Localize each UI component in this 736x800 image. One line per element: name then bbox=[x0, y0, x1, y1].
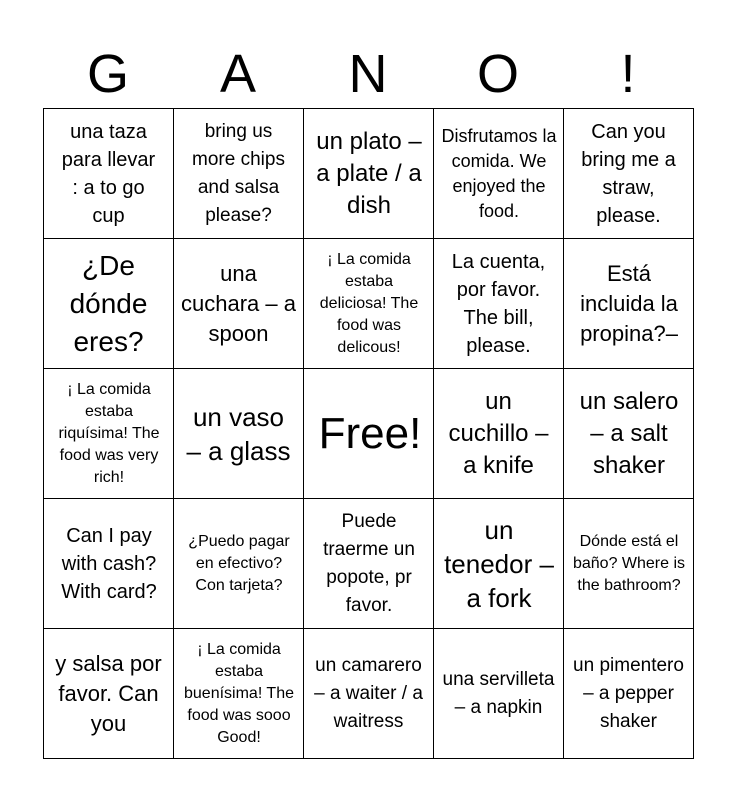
bingo-cell[interactable] bbox=[434, 499, 564, 629]
cell-text: un camarero – a waiter / a waitress bbox=[314, 654, 423, 732]
bingo-grid bbox=[43, 108, 694, 759]
title-letter-g: G bbox=[86, 44, 129, 104]
cell-text: La cuenta, por favor. The bill, please. bbox=[451, 250, 546, 357]
bingo-cell[interactable] bbox=[564, 369, 694, 499]
cell-text: un tenedor – a fork bbox=[444, 514, 554, 613]
bingo-cell[interactable] bbox=[304, 629, 434, 759]
grid-row bbox=[44, 629, 694, 759]
cell-text: Can I pay with cash? With card? bbox=[61, 524, 157, 603]
bingo-cell[interactable] bbox=[434, 109, 564, 239]
bingo-cell[interactable] bbox=[304, 239, 434, 369]
bingo-cell[interactable] bbox=[434, 239, 564, 369]
cell-text: un cuchillo – a knife bbox=[448, 387, 549, 479]
grid-row bbox=[44, 499, 694, 629]
cell-text: Puede traerme un popote, pr favor. bbox=[323, 510, 415, 616]
cell-text: una taza para llevar : a to go cup bbox=[61, 120, 156, 227]
bingo-cell[interactable] bbox=[304, 109, 434, 239]
bingo-cell-free[interactable] bbox=[304, 369, 434, 499]
title-letter-a: A bbox=[219, 44, 257, 104]
bingo-cell[interactable] bbox=[174, 629, 304, 759]
grid-row bbox=[44, 239, 694, 369]
bingo-cell[interactable] bbox=[564, 109, 694, 239]
cell-text: una servilleta – a napkin bbox=[442, 668, 555, 718]
title-letter-n: N bbox=[348, 44, 388, 104]
bingo-cell[interactable] bbox=[564, 629, 694, 759]
free-space-label: Free! bbox=[318, 408, 422, 458]
bingo-cell[interactable] bbox=[44, 369, 174, 499]
bingo-cell[interactable] bbox=[564, 499, 694, 629]
cell-text: un vaso – a glass bbox=[186, 401, 291, 466]
cell-text: una cuchara – a spoon bbox=[181, 260, 296, 346]
bingo-cell[interactable] bbox=[434, 369, 564, 499]
cell-text: Dónde está el baño? Where is the bathroom? bbox=[572, 532, 686, 594]
cell-text: ¡ La comida estaba deliciosa! The food was delicous! bbox=[319, 250, 419, 356]
cell-text: Disfrutamos la comida. We enjoyed the food. bbox=[441, 125, 557, 221]
cell-text: Can you bring me a straw, please. bbox=[581, 120, 676, 227]
cell-text: un salero – a salt shaker bbox=[579, 387, 679, 479]
bingo-cell[interactable] bbox=[44, 499, 174, 629]
cell-text: ¿Puedo pagar en efectivo? Con tarjeta? bbox=[188, 532, 290, 594]
cell-text: bring us more chips and salsa please? bbox=[192, 120, 285, 226]
bingo-cell[interactable] bbox=[174, 369, 304, 499]
cell-text: y salsa por favor. Can you bbox=[55, 650, 162, 736]
cell-text: ¡ La comida estaba buenísima! The food was sooo Good! bbox=[184, 640, 294, 746]
bingo-cell[interactable] bbox=[174, 109, 304, 239]
cell-text: un plato – a plate / a dish bbox=[316, 127, 422, 219]
bingo-cell[interactable] bbox=[174, 499, 304, 629]
cell-text: Está incluida la propina?– bbox=[580, 260, 678, 346]
title-letter-exclamation: ! bbox=[620, 44, 636, 104]
title-letter-o: O bbox=[476, 44, 519, 104]
cell-text: ¿De dónde eres? bbox=[69, 249, 148, 357]
cell-text: un pimentero – a pepper shaker bbox=[573, 654, 684, 732]
bingo-cell[interactable] bbox=[564, 239, 694, 369]
grid-row bbox=[44, 109, 694, 239]
bingo-cell[interactable] bbox=[44, 629, 174, 759]
bingo-cell[interactable] bbox=[174, 239, 304, 369]
bingo-cell[interactable] bbox=[304, 499, 434, 629]
bingo-title bbox=[43, 40, 693, 108]
cell-text: ¡ La comida estaba riquísima! The food was very rich! bbox=[58, 380, 160, 486]
bingo-cell[interactable] bbox=[434, 629, 564, 759]
bingo-cell[interactable] bbox=[44, 109, 174, 239]
bingo-cell[interactable] bbox=[44, 239, 174, 369]
grid-row bbox=[44, 369, 694, 499]
